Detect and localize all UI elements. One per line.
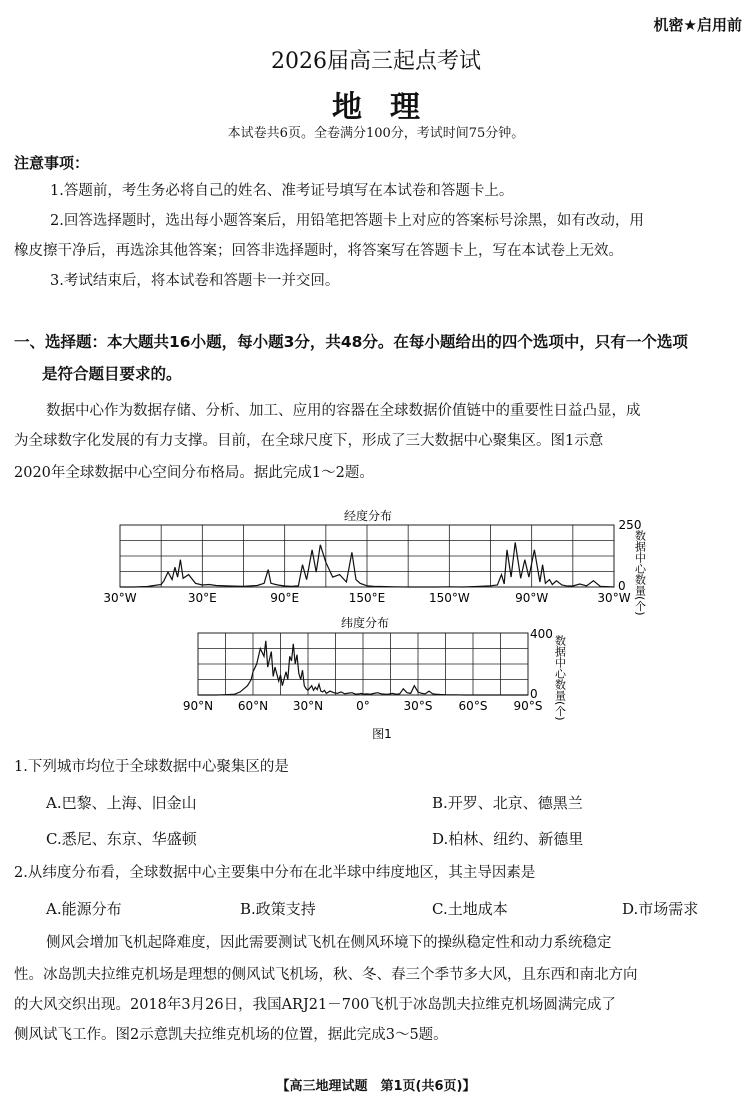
page-footer: 【高三地理试题 第1页(共6页)】 bbox=[276, 1079, 476, 1094]
subject-title: 地理 bbox=[332, 90, 448, 125]
chart-b-ytick-max: 400 bbox=[530, 627, 553, 641]
section-title-cont: 是符合题目要求的。 bbox=[42, 365, 182, 383]
chart-b-title: 纬度分布 bbox=[340, 616, 390, 630]
chart-b-xtick: 60°N bbox=[237, 699, 269, 713]
chart-b-ytick-min: 0 bbox=[530, 687, 538, 701]
question-1-option-d[interactable]: D.柏林、纽约、新德里 bbox=[432, 830, 584, 848]
chart-a-xtick: 90°W bbox=[515, 591, 549, 605]
confidential-mark: 机密★启用前 bbox=[653, 16, 742, 34]
chart-b-xtick: 90°N bbox=[182, 699, 214, 713]
exam-title: 2026届高三起点考试 bbox=[271, 49, 481, 74]
chart-b-xtick: 60°S bbox=[458, 699, 488, 713]
chart-b-xtick: 90°S bbox=[513, 699, 543, 713]
chart-a-ytick-max: 250 bbox=[618, 518, 642, 532]
passage2-line-1: 侧风会增加飞机起降难度，因此需要测试飞机在侧风环境下的操纵稳定性和动力系统稳定 bbox=[46, 935, 612, 951]
chart-b-xtick: 30°N bbox=[292, 699, 324, 713]
chart-a-xtick: 150°W bbox=[428, 591, 470, 605]
chart-b-ylabel: 数据中心数量(个) bbox=[553, 635, 567, 721]
passage1-line-3: 2020年全球数据中心空间分布格局。据此完成1～2题。 bbox=[14, 465, 374, 481]
chart-a-title: 经度分布 bbox=[343, 509, 393, 523]
notice-item-1: 1.答题前，考生务必将自己的姓名、准考证号填写在本试卷和答题卡上。 bbox=[50, 183, 514, 199]
question-2-stem: 2.从纬度分布看，全球数据中心主要集中分布在北半球中纬度地区，其主导因素是 bbox=[14, 865, 536, 881]
chart-a-ylabel: 数据中心数量(个) bbox=[633, 530, 647, 616]
figure-1 bbox=[0, 500, 752, 750]
question-2-option-c[interactable]: C.土地成本 bbox=[432, 900, 508, 918]
chart-a-xtick: 30°E bbox=[187, 591, 217, 605]
chart-a-xtick: 90°E bbox=[270, 591, 300, 605]
latitude-chart bbox=[183, 633, 543, 713]
question-1-stem: 1.下列城市均位于全球数据中心聚集区的是 bbox=[14, 759, 289, 775]
chart-b-xtick: 30°S bbox=[403, 699, 433, 713]
passage1-line-2: 为全球数字化发展的有力支撑。目前，在全球尺度下，形成了三大数据中心聚集区。图1示意 bbox=[14, 433, 604, 449]
figure-caption: 图1 bbox=[372, 727, 392, 741]
passage2-line-4: 侧风试飞工作。图2示意凯夫拉维克机场的位置，据此完成3～5题。 bbox=[14, 1027, 448, 1043]
question-1-option-b[interactable]: B.开罗、北京、德黑兰 bbox=[432, 794, 583, 812]
passage1-line-1: 数据中心作为数据存储、分析、加工、应用的容器在全球数据价值链中的重要性日益凸显，成 bbox=[46, 403, 641, 419]
notice-title: 注意事项： bbox=[14, 154, 90, 172]
question-1-option-c[interactable]: C.悉尼、东京、华盛顿 bbox=[46, 830, 197, 848]
chart-a-xtick: 30°W bbox=[103, 591, 137, 605]
chart-a-xtick: 150°E bbox=[348, 591, 386, 605]
passage2-line-3: 的大风交织出现。2018年3月26日，我国ARJ21－700飞机于冰岛凯夫拉维克机场圆满完成了 bbox=[14, 997, 616, 1013]
section-title: 一、选择题：本大题共16小题，每小题3分，共48分。在每小题给出的四个选项中，只有一个选项 bbox=[14, 333, 688, 351]
question-2-option-b[interactable]: B.政策支持 bbox=[240, 900, 316, 918]
chart-a-ytick-min: 0 bbox=[618, 579, 626, 593]
longitude-chart bbox=[103, 525, 630, 605]
chart-a-xtick: 30°W bbox=[597, 591, 631, 605]
exam-info: 本试卷共6页。全卷满分100分，考试时间75分钟。 bbox=[227, 126, 525, 141]
notice-item-2: 2.回答选择题时，选出每小题答案后，用铅笔把答题卡上对应的答案标号涂黑，如有改动，用 bbox=[50, 213, 644, 229]
notice-item-3: 3.考试结束后，将本试卷和答题卡一并交回。 bbox=[50, 273, 340, 289]
question-1-option-a[interactable]: A.巴黎、上海、旧金山 bbox=[46, 794, 197, 812]
chart-b-xtick: 0° bbox=[356, 699, 370, 713]
notice-item-2-cont: 橡皮擦干净后，再选涂其他答案；回答非选择题时，将答案写在答题卡上，写在本试卷上无效。 bbox=[14, 243, 623, 259]
passage2-line-2: 性。冰岛凯夫拉维克机场是理想的侧风试飞机场，秋、冬、春三个季节多大风，且东西和南北方向 bbox=[14, 967, 638, 983]
question-2-option-a[interactable]: A.能源分布 bbox=[46, 900, 122, 918]
question-2-option-d[interactable]: D.市场需求 bbox=[622, 900, 699, 918]
